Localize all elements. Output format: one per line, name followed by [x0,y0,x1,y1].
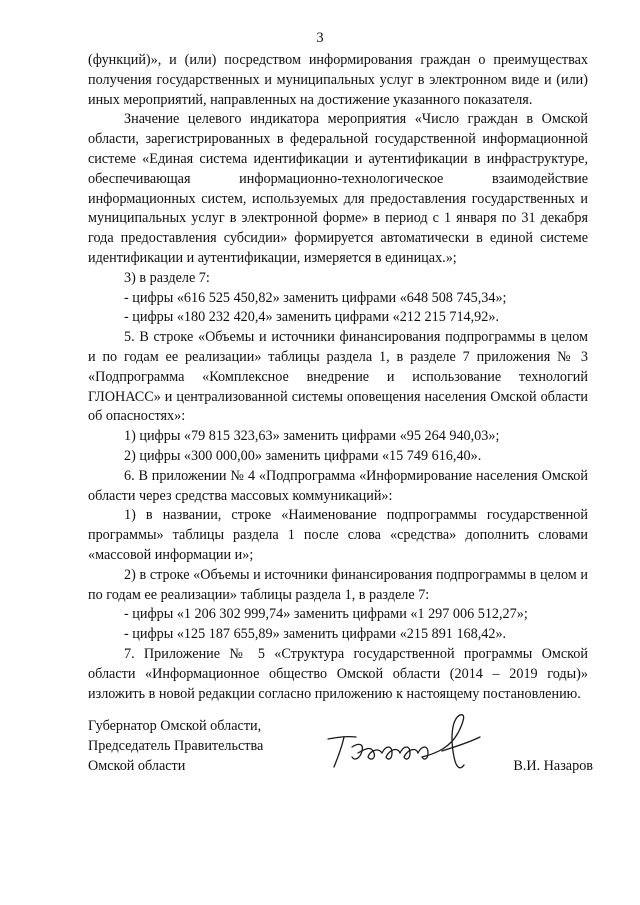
paragraph: 7. Приложение № 5 «Структура государственной программы Омской области «Информационное общество Омской области (2014 – 2019 годы)» изложить в новой редакции согласно приложению к настоящему постановлению. [88,645,588,702]
paragraph: 1) в названии, строке «Наименование подпрограммы государственной программы» таблицы раздела 1 после слова «средства» дополнить словами «массовой информации и»; [88,507,588,563]
paragraph: - цифры «125 187 655,89» заменить цифрами «215 891 168,42». [124,626,507,643]
signatory-name: В.И. Назаров [513,758,593,774]
paragraph: - цифры «180 232 420,4» заменить цифрами «212 215 714,92». [124,309,500,326]
signatory-title-line: Губернатор Омской области, [88,718,262,734]
document-body [88,51,588,704]
paragraph: 6. В приложении № 4 «Подпрограмма «Информирование населения Омской области через средства массовых коммуникаций»: [88,467,588,504]
signatory-title [88,717,263,776]
paragraph: 3) в разделе 7: [124,269,210,286]
signature-block [88,717,593,787]
paragraph: - цифры «1 206 302 999,74» заменить цифрами «1 297 006 512,27»; [124,606,528,623]
paragraph: - цифры «616 525 450,82» заменить цифрами «648 508 745,34»; [124,289,507,306]
page-number: 3 [316,30,324,46]
paragraph: 2) цифры «300 000,00» заменить цифрами «15 749 616,40». [124,447,482,464]
paragraph: 2) в строке «Объемы и источники финансирования подпрограммы в целом и по годам ее реализации» таблицы раздела 1, в разделе 7: [88,566,588,603]
handwritten-signature [318,707,498,777]
paragraph: 5. В строке «Объемы и источники финансирования подпрограммы в целом и по годам ее реализации» таблицы раздела 1, в разделе 7 приложения № 3 «Подпрограмма «Комплексное внедрение и использование технологий ГЛОНАСС» и централизованной системы оповещения населения Омской области об опасностях»: [88,329,588,425]
signatory-title-line: Председатель Правительства [88,737,264,754]
signatory-title-line: Омской области [88,757,186,774]
paragraph: 1) цифры «79 815 323,63» заменить цифрами «95 264 940,03»; [124,428,500,445]
paragraph: Значение целевого индикатора мероприятия «Число граждан в Омской области, зарегистрированных в федеральной государственной информационной системе «Единая система идентификации и аутентификации в инфраструктуре, обеспечивающая информационно-технологическое взаимодействие информационных систем, используемых для предоставления государственных и муниципальных услуг в электронной форме» в период с 1 января по 31 декабря года предоставления субсидии» формируется автоматически в единой системе идентификации и аутентификации, измеряется в единицах.»; [88,111,588,266]
paragraph: (функций)», и (или) посредством информирования граждан о преимуществах получения государственных и муниципальных услуг в электронном виде и (или) иных мероприятий, направленных на достижение указанного показателя. [88,52,588,108]
